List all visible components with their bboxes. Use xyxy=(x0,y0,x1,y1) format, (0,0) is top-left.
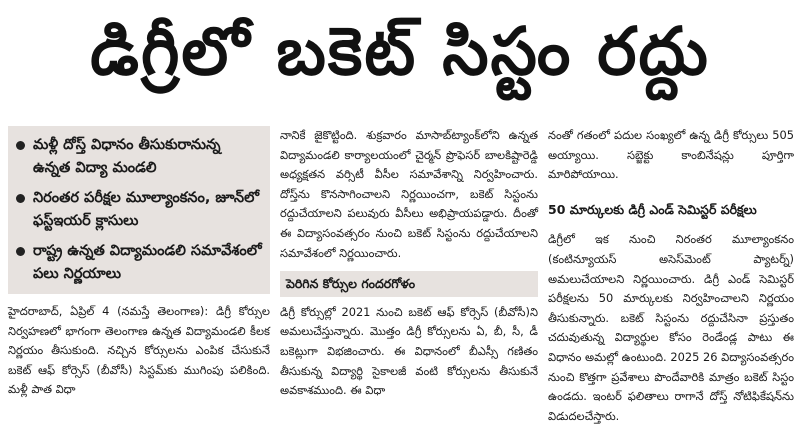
section-subheading: పెరిగిన కోర్సుల గందరగోళం xyxy=(280,271,538,297)
article-paragraph: హైదరాబాద్, ఏప్రిల్ 4 (నమస్తే తెలంగాణ): డిగ్రీ కోర్సుల నిర్వహణలో భాగంగా తెలంగాణ ఉన్నత విద్యామండలి కీలక నిర్ణయం తీసుకుంది. నచ్చిన కోర్సులను ఎంపిక చేసుకునే బకెట్ ఆఫ్ కోర్సెస్ (బీవోసీ) సిస్టమ్‌కు ముగింపు పలికింది. మళ్లీ పాత విధా xyxy=(8,304,270,397)
bullet-icon xyxy=(16,194,25,203)
highlights-box xyxy=(8,126,270,294)
highlight-text: నిరంతర పరీక్షల మూల్యాంకనం, జూన్‌లో ఫస్ట్‌ఇయర్ క్లాసులు xyxy=(33,190,260,229)
article-paragraph: డిగ్రీ కోర్సుల్లో 2021 నుంచి బకెట్ ఆఫ్ కోర్సెస్ (బీవోసీ)ని అమలుచేస్తున్నారు. మొత్తం డిగ్రీ కోర్సులను ఏ, బీ, సీ, డీ బకెట్లుగా విభజించారు. ఈ విధానంలో బీఎస్సీ గణితం తీసుకున్న విద్యార్థి సైకాలజీ వంటి కోర్సులను తీసుకునే అవకాశముంది. ఈ విధా xyxy=(280,304,538,398)
column-3 xyxy=(548,126,794,430)
column-1 xyxy=(8,126,270,404)
bullet-icon xyxy=(16,247,25,256)
highlight-text: రాష్ట్ర ఉన్నత విద్యామండలి సమావేశంలో పలు నిర్ణయాలు xyxy=(33,243,262,282)
bullet-icon xyxy=(16,141,25,150)
section-subheading: 50 మార్కులకు డిగ్రీ ఎండ్ సెమిస్టర్ పరీక్షలు xyxy=(548,201,757,217)
column-2 xyxy=(280,126,538,405)
headline: డిగ్రీలో బకెట్ సిస్టం రద్దు xyxy=(90,12,710,90)
highlight-item xyxy=(16,187,262,233)
article-paragraph: డిగ్రీలో ఇక నుంచి నిరంతర మూల్యాంకనం (కంటిన్యూయస్ అసెస్‌మెంట్ ప్యాటర్న్) అమలుచేయాలని నిర్ణయించారు. డిగ్రీ ఎండ్ సెమిస్టర్ పరీక్షలను 50 మార్కులకు నిర్వహించాలని నిర్ణయం తీసుకున్నారు. బకెట్ సిస్టంను రద్దుచేసినా ప్రస్తుతం చదువుతున్న విద్యార్థుల కోసం రెండేండ్ల పాటు ఈ విధానం అమల్లో ఉంటుంది. 2025 26 విద్యాసంవత్సరం నుంచి కొత్తగా ప్రవేశాలు పొందేవారికి మాత్రం బకెట్ సిస్టం ఉండదు. ఇంటర్ ఫలితాలు రాగానే దోస్త్ నోటిఫికేషన్‌ను విడుదలచేస్తారు. xyxy=(548,232,794,423)
highlight-item xyxy=(16,240,262,286)
article-paragraph: నానికే జైకొట్టింది. శుక్రవారం మాసాబ్‌ట్యాంక్‌లోని ఉన్నత విద్యామండలి కార్యాలయంలో చైర్మన్ ప్రొఫెసర్ బాలకిష్టారెడ్డి అధ్యక్షతన వర్సిటీ వీసీల సమావేశాన్ని నిర్వహించారు. దోస్త్‌ను కొనసాగించాలని నిర్ణయించగా, బకెట్ సిస్టంను రద్దుచేయాలని పలువురు వీసీలు అభిప్రాయపడ్డారు. దీంతో ఈ విద్యాసంవత్సరం నుంచి బకెట్ సిస్టంను రద్దుచేయాలని సమావేశంలో నిర్ణయించారు. xyxy=(280,128,538,260)
highlight-text: మళ్లీ దోస్త్ విధానం తీసుకురానున్న ఉన్నత విద్యా మండలి xyxy=(33,137,221,176)
highlight-item xyxy=(16,134,262,180)
article-paragraph: నంతో గతంలో పదుల సంఖ్యలో ఉన్న డిగ్రీ కోర్సులు 505 అయ్యాయి. సబ్జెక్టు కాంబినేషన్లు పూర్తిగా మారిపోయాయి. xyxy=(548,128,794,182)
